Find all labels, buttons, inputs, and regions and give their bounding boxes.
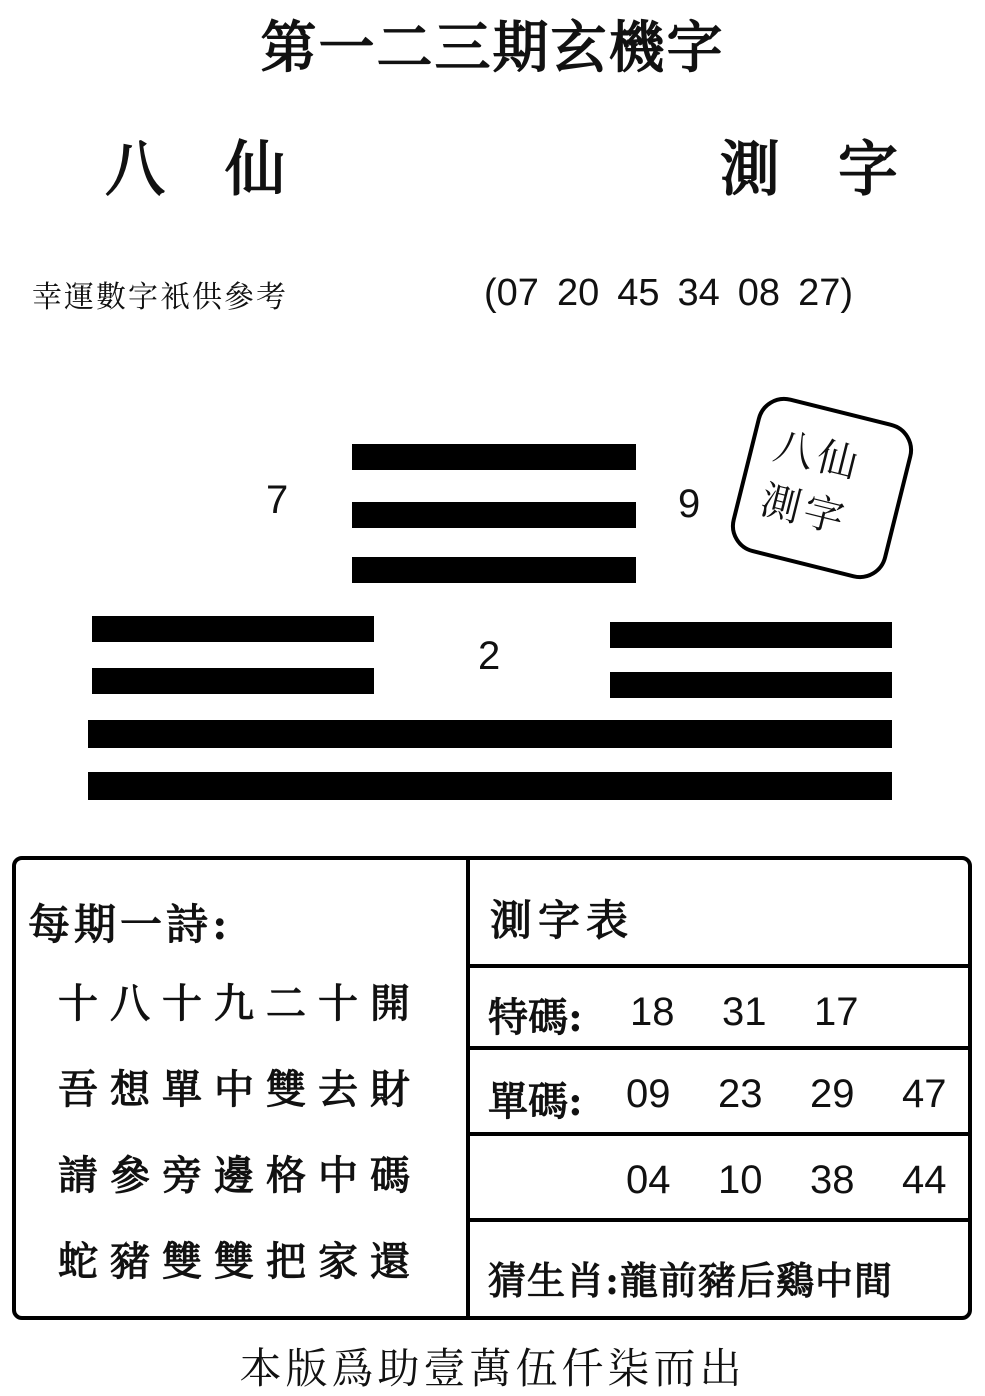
trigram-bar [352,557,636,583]
hexagram-number-left: 7 [266,478,289,522]
heading-right: 測字 [720,135,956,205]
lucky-number: 27 [798,272,841,314]
single-number: 29 [810,1072,855,1116]
trigram-bar [610,672,892,698]
hexagram-number-middle: 2 [478,634,501,678]
stamp-line: 八仙 [769,423,866,489]
poem-line: 十八十九二十開 [58,980,422,1027]
lucky-number-label: 幸運數字衹供參考 [32,280,288,315]
single-number-label: 單碼: [488,1078,583,1125]
lucky-number: 34 [677,272,720,314]
table-title: 測字表 [490,896,635,945]
zodiac-guess [488,1250,893,1305]
single-number: 09 [626,1072,671,1116]
page-title: 第一二三期玄機字 [260,16,725,81]
single-number: 23 [718,1072,763,1116]
single-number: 10 [718,1158,763,1202]
stamp-line: 測字 [755,477,853,544]
lucky-number: 45 [617,272,660,314]
special-number-label: 特碼: [488,994,583,1041]
trigram-bar [92,616,374,642]
seal-stamp [725,391,919,585]
table-divider [468,1132,972,1136]
zodiac-label: 猜生肖: [488,1258,621,1303]
single-number: 04 [626,1158,671,1202]
table-divider [468,964,972,968]
trigram-bar [88,772,892,800]
lucky-open-paren: ( [484,272,497,314]
trigram-bar [352,444,636,470]
trigram-bar [88,720,892,748]
single-number: 38 [810,1158,855,1202]
special-number: 31 [722,990,767,1034]
single-number: 47 [902,1072,947,1116]
trigram-bar [92,668,374,694]
lucky-number: 20 [556,272,600,314]
lucky-close-paren: ) [840,272,853,314]
trigram-bar [610,622,892,648]
single-number: 44 [902,1158,947,1202]
zodiac-value: 龍前豬后鷄中間 [620,1258,894,1303]
hexagram-number-right: 9 [678,482,701,526]
poem-line: 請參旁邊格中碼 [58,1152,422,1199]
box-divider [466,856,470,1320]
poem-line: 吾想單中雙去財 [58,1066,422,1113]
special-number: 17 [814,990,859,1034]
lucky-number: 07 [496,272,539,314]
table-divider [468,1046,972,1050]
special-number: 18 [630,990,675,1034]
poem-line: 蛇豬雙雙把家還 [58,1238,422,1285]
table-divider [468,1218,972,1222]
lucky-number-list [484,272,853,315]
heading-left: 八仙 [105,135,345,205]
lucky-number: 08 [737,272,781,314]
trigram-bar [352,502,636,528]
footer-note: 本版爲助壹萬伍仟柒而出 [239,1344,746,1393]
poem-title: 每期一詩: [28,900,232,949]
